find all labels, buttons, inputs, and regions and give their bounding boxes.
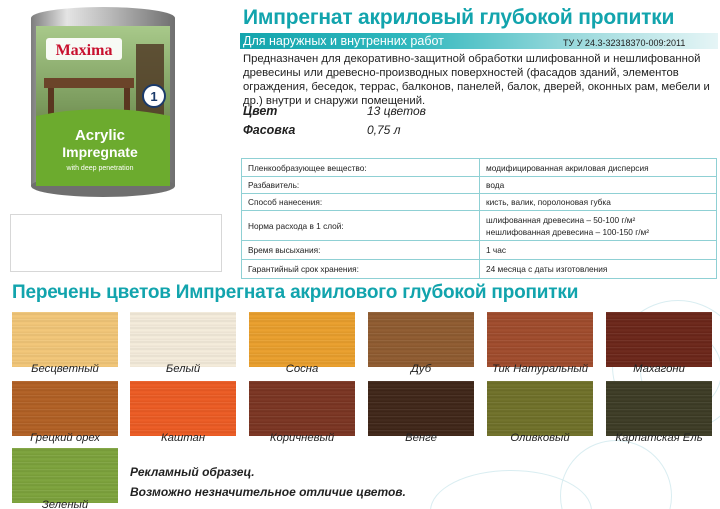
spec-param: Норма расхода в 1 слой: xyxy=(242,211,480,241)
spec-param: Время высыхания: xyxy=(242,241,480,260)
color-swatch xyxy=(487,312,593,367)
color-swatch xyxy=(487,381,593,436)
can-line2: Impregnate xyxy=(62,144,138,160)
color-swatch-label: Венге xyxy=(405,432,437,444)
color-swatch xyxy=(249,381,355,436)
spec-value: модифицированная акриловая дисперсия xyxy=(480,159,717,177)
product-can-image xyxy=(14,4,192,200)
spec-table xyxy=(241,158,717,279)
spec-param: Пленкообразующее вещество: xyxy=(242,159,480,177)
color-swatch-label: Дуб xyxy=(410,363,432,375)
spec-value xyxy=(480,211,717,241)
property-value: 0,75 л xyxy=(367,123,401,137)
property-value: 13 цветов xyxy=(367,104,426,118)
colors-heading: Перечень цветов Импрегната акрилового глубокой пропитки xyxy=(12,282,579,303)
can-line3: with deep penetration xyxy=(66,165,134,172)
spec-param: Разбавитель: xyxy=(242,177,480,194)
color-swatch-label: Зеленый xyxy=(41,499,89,509)
color-swatch xyxy=(130,312,236,367)
color-swatch-label: Бесцветный xyxy=(31,363,99,375)
can-badge: 1 xyxy=(150,89,158,104)
color-swatch-label: Сосна xyxy=(285,363,319,375)
color-swatch xyxy=(606,312,712,367)
color-swatch-label: Каштан xyxy=(160,432,206,444)
spec-value: кисть, валик, поролоновая губка xyxy=(480,194,717,211)
spec-value: 24 месяца с даты изготовления xyxy=(480,260,717,279)
spec-param: Способ нанесения: xyxy=(242,194,480,211)
color-swatch xyxy=(249,312,355,367)
color-swatch-label: Карпатская Ель xyxy=(615,432,703,444)
product-title: Импрегнат акриловый глубокой пропитки xyxy=(243,6,675,29)
color-swatch xyxy=(606,381,712,436)
table-row xyxy=(242,211,717,241)
disclaimer-note xyxy=(130,462,406,502)
spec-value: вода xyxy=(480,177,717,194)
property-label: Фасовка xyxy=(243,123,296,137)
spec-param: Гарантийный срок хранения: xyxy=(242,260,480,279)
spec-value-line: нешлифованная древесина – 100-150 г/м² xyxy=(486,226,650,237)
spec-value-line: шлифованная древесина – 50-100 г/м² xyxy=(486,214,636,225)
color-swatch-label: Коричневый xyxy=(269,432,335,444)
decorative-swirl xyxy=(560,440,672,509)
note-line: Рекламный образец. xyxy=(130,465,255,479)
color-swatch-label: Грецкий орех xyxy=(30,432,100,444)
color-swatch xyxy=(12,448,118,503)
color-swatch xyxy=(130,381,236,436)
color-swatch-label: Оливковый xyxy=(510,432,570,444)
table-row xyxy=(242,194,717,211)
color-swatch xyxy=(12,312,118,367)
color-swatch-label: Тик Натуральный xyxy=(491,363,589,375)
table-row xyxy=(242,159,717,177)
product-description: Предназначен для декоративно-защитной обработки шлифованной и нешлифованной древесины или древесно-производных поверхностей (фасадов зданий, элементов ограждения, беседок, террас, балконов, панелей, балок, дверей, оконных рам, мебели и др.) внутри и снаружи помещений. xyxy=(243,53,710,107)
color-swatch xyxy=(368,381,474,436)
property-label: Цвет xyxy=(243,104,278,118)
product-subtitle: Для наружных и внутренних работ xyxy=(243,34,444,48)
standard-code: ТУ У 24.3-32318370-009:2011 xyxy=(563,38,686,48)
blank-box xyxy=(10,214,222,272)
color-swatch xyxy=(12,381,118,436)
note-line: Возможно незначительное отличие цветов. xyxy=(130,485,406,499)
can-brand: Maxima xyxy=(55,42,113,59)
spec-value: 1 час xyxy=(480,241,717,260)
color-swatch xyxy=(368,312,474,367)
color-swatch-label: Белый xyxy=(165,363,201,375)
table-row xyxy=(242,177,717,194)
can-line1: Acrylic xyxy=(74,127,126,144)
table-row xyxy=(242,241,717,260)
table-row xyxy=(242,260,717,279)
color-swatch-label: Махагони xyxy=(633,363,685,375)
